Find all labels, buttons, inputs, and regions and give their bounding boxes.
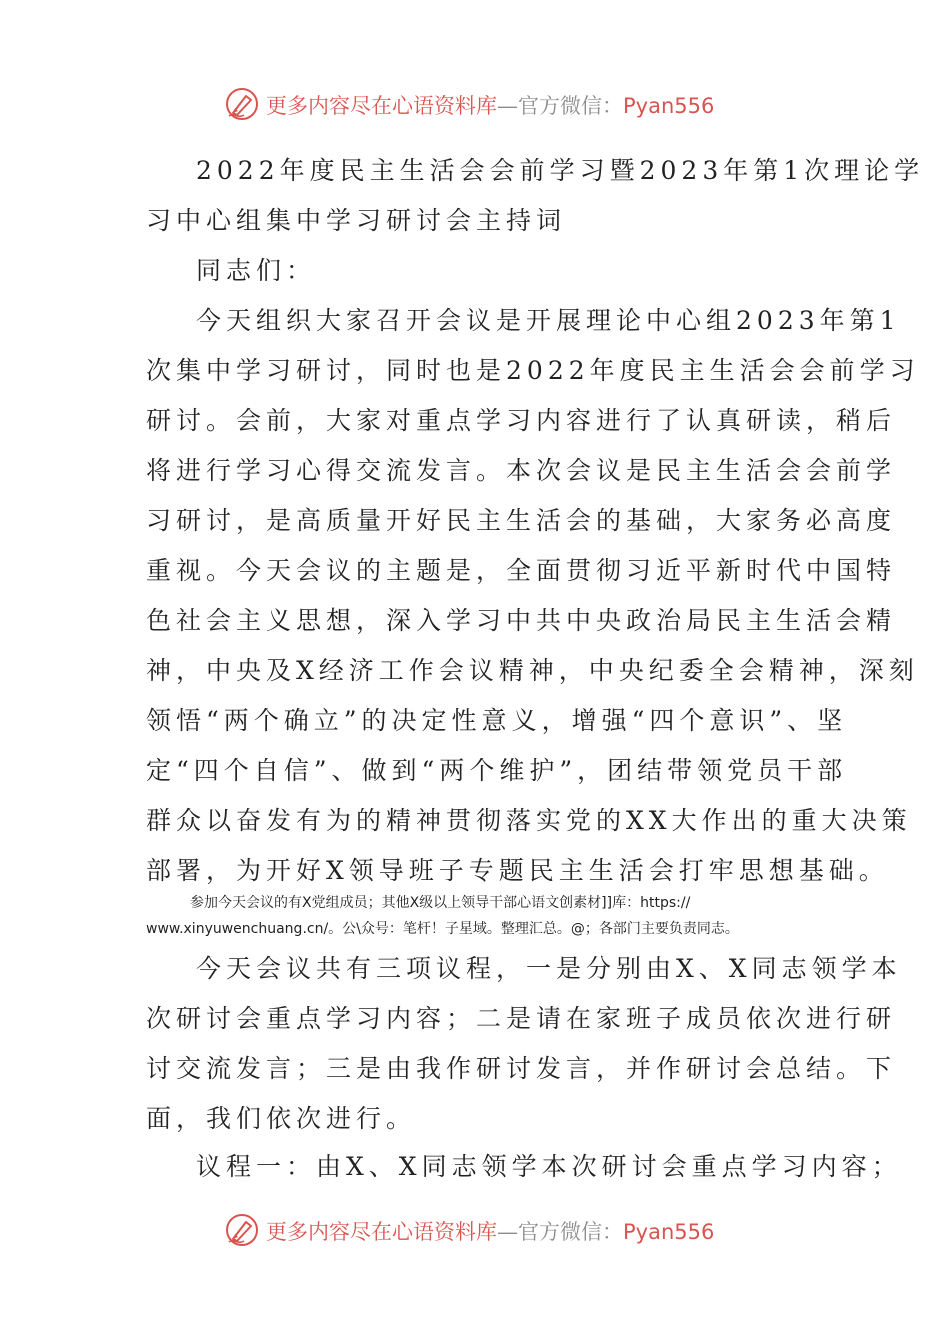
paragraph-line: 讨交流发言；三是由我作研讨发言，并作研讨会总结。下	[146, 1054, 897, 1083]
note-line: www.xinyuwenchuang.cn/。公\众号：笔杆！子星域。整理汇总。@；各部门主要负责同志。	[146, 921, 739, 937]
banner-main-text: 更多内容尽在心语资料库	[266, 1220, 497, 1244]
banner-account-text: Pyan556	[623, 1220, 715, 1244]
note-line: 参加今天会议的有X党组成员；其他X级以上领导干部心语文创素材]]库：https://	[190, 895, 691, 911]
banner-dash-text: —官方微信：	[497, 1220, 623, 1244]
paragraph-1	[146, 296, 920, 896]
banner-text	[266, 90, 714, 120]
attendee-note	[146, 890, 810, 942]
paragraph-line: 部署，为开好X领导班子专题民主生活会打牢思想基础。	[146, 856, 889, 885]
paragraph-line: 群众以奋发有为的精神贯彻落实党的XX大作出的重大决策	[146, 806, 912, 835]
greeting-line: 同志们：	[196, 256, 317, 285]
agenda-item-1	[146, 1142, 902, 1192]
agenda-line: 议程一：由X、X同志领学本次研讨会重点学习内容；	[196, 1152, 902, 1181]
paragraph-line: 重视。今天会议的主题是，全面贯彻习近平新时代中国特	[146, 556, 897, 585]
document-title	[146, 146, 925, 246]
paragraph-line: 今天组织大家召开会议是开展理论中心组2023年第1	[196, 306, 901, 335]
pen-nib-logo-icon	[224, 86, 260, 122]
paragraph-line: 色社会主义思想，深入学习中共中央政治局民主生活会精	[146, 606, 897, 635]
paragraph-line: 今天会议共有三项议程，一是分别由X、X同志领学本	[196, 954, 902, 983]
paragraph-line: 次集中学习研讨，同时也是2022年度民主生活会会前学习	[146, 356, 920, 385]
paragraph-line: 神，中央及X经济工作会议精神，中央纪委全会精神，深刻	[146, 656, 919, 685]
title-line: 2022年度民主生活会会前学习暨2023年第1次理论学	[196, 156, 925, 185]
banner-text	[266, 1216, 714, 1246]
title-line: 习中心组集中学习研讨会主持词	[146, 206, 567, 235]
banner-main-text: 更多内容尽在心语资料库	[266, 94, 497, 118]
paragraph-line: 将进行学习心得交流发言。本次会议是民主生活会会前学	[146, 456, 897, 485]
paragraph-line: 次研讨会重点学习内容；二是请在家班子成员依次进行研	[146, 1004, 897, 1033]
paragraph-line: 面，我们依次进行。	[146, 1104, 417, 1133]
greeting	[146, 246, 810, 296]
banner-dash-text: —官方微信：	[497, 94, 623, 118]
header-banner	[0, 84, 950, 124]
banner-account-text: Pyan556	[623, 94, 715, 118]
paragraph-line: 习研讨，是高质量开好民主生活会的基础，大家务必高度	[146, 506, 897, 535]
paragraph-line: 定“四个自信”、做到“两个维护”，团结带领党员干部	[146, 756, 848, 785]
paragraph-line: 领悟“两个确立”的决定性意义，增强“四个意识”、坚	[146, 706, 848, 735]
paragraph-line: 研讨。会前，大家对重点学习内容进行了认真研读，稍后	[146, 406, 897, 435]
paragraph-2	[146, 944, 902, 1144]
footer-banner	[0, 1210, 950, 1250]
pen-nib-logo-icon	[224, 1212, 260, 1248]
